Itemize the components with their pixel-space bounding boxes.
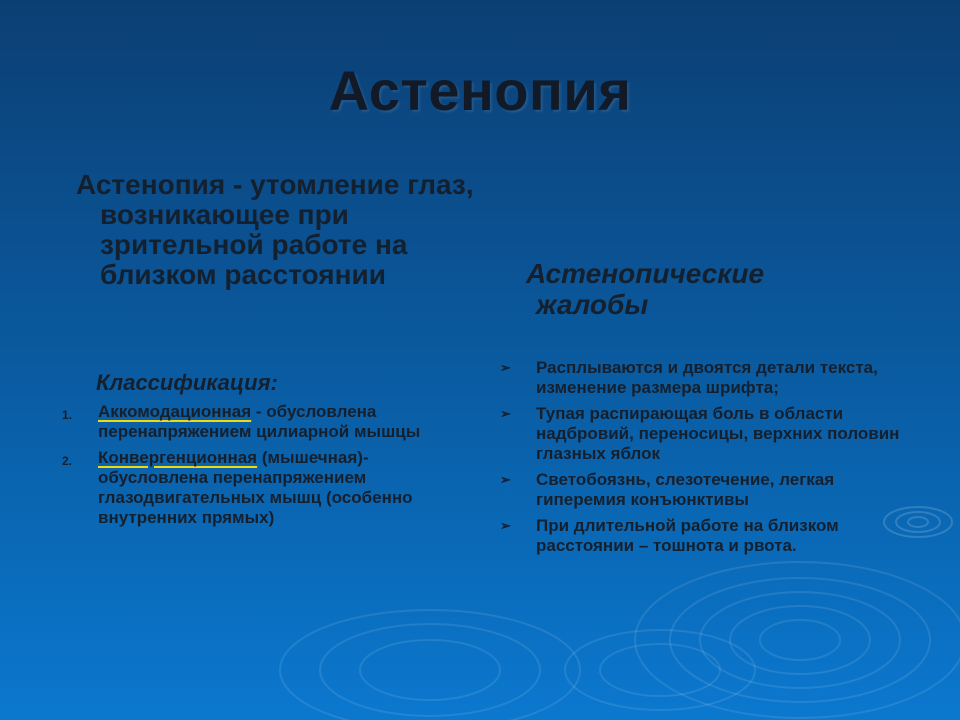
classification-description: (мышечная)- обусловлена перенапряжением глазодвигательных мышц (особенно внутренних прямых) xyxy=(98,448,413,527)
classification-description: - обусловлена перенапряжением цилиарной мышцы xyxy=(98,402,421,441)
list-item xyxy=(496,358,916,398)
arrow-bullet-icon: ➢ xyxy=(500,472,511,487)
list-item xyxy=(496,470,916,510)
complaint-text: При длительной работе на близком расстоянии – тошнота и рвота. xyxy=(536,516,839,555)
classification-term: Аккомодационная xyxy=(98,402,252,421)
classification-list xyxy=(56,402,476,534)
complaints-list xyxy=(496,358,916,562)
classification-term: Конвергенционная xyxy=(98,448,258,467)
complaints-heading xyxy=(526,258,846,320)
list-item xyxy=(56,402,476,442)
complaint-text: Расплываются и двоятся детали текста, изменение размера шрифта; xyxy=(536,358,878,397)
list-number: 1. xyxy=(62,408,73,422)
list-number: 2. xyxy=(62,454,73,468)
arrow-bullet-icon: ➢ xyxy=(500,406,511,421)
complaint-text: Тупая распирающая боль в области надбровий, переносицы, верхних половин глазных яблок xyxy=(536,404,900,463)
complaint-text: Светобоязнь, слезотечение, легкая гиперемия конъюнктивы xyxy=(536,470,835,509)
list-item xyxy=(496,516,916,556)
arrow-bullet-icon: ➢ xyxy=(500,360,511,375)
slide-title: Астенопия xyxy=(328,59,632,122)
definition-paragraph: Астенопия - утомление глаз, возникающее при зрительной работе на близком расстоянии xyxy=(76,169,474,290)
list-item xyxy=(56,448,476,528)
classification-heading: Классификация: xyxy=(96,370,278,395)
complaints-heading-line2: жалобы xyxy=(536,289,649,320)
arrow-bullet-icon: ➢ xyxy=(500,518,511,533)
complaints-heading-line1: Астенопические xyxy=(526,258,765,289)
definition-text xyxy=(76,170,476,290)
list-item xyxy=(496,404,916,464)
